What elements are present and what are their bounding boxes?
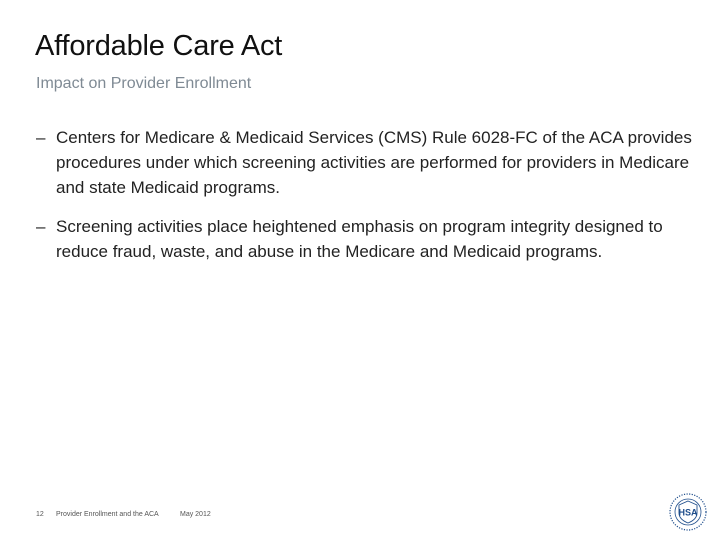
footer-title: Provider Enrollment and the ACA <box>56 511 159 518</box>
bullet-dash: – <box>36 128 46 147</box>
bullet-text: Centers for Medicare & Medicaid Services (CMS) Rule 6028-FC of the ACA provides procedures under which screening activities are performed for providers in Medicare and state Medicaid programs. <box>56 128 692 197</box>
footer-date: May 2012 <box>180 511 211 518</box>
bullet-dash: – <box>36 217 46 236</box>
bullet-item <box>36 125 696 200</box>
slide-subtitle: Impact on Provider Enrollment <box>36 75 252 92</box>
bullet-text: Screening activities place heightened emphasis on program integrity designed to reduce fraud, waste, and abuse in the Medicare and Medicaid programs. <box>56 217 663 261</box>
bullet-item <box>36 214 696 264</box>
organization-seal-icon <box>668 492 708 532</box>
svg-text:HSA: HSA <box>678 507 698 518</box>
slide-title: Affordable Care Act <box>35 30 283 62</box>
footer-page-number: 12 <box>36 511 44 518</box>
bullet-list <box>36 125 696 278</box>
